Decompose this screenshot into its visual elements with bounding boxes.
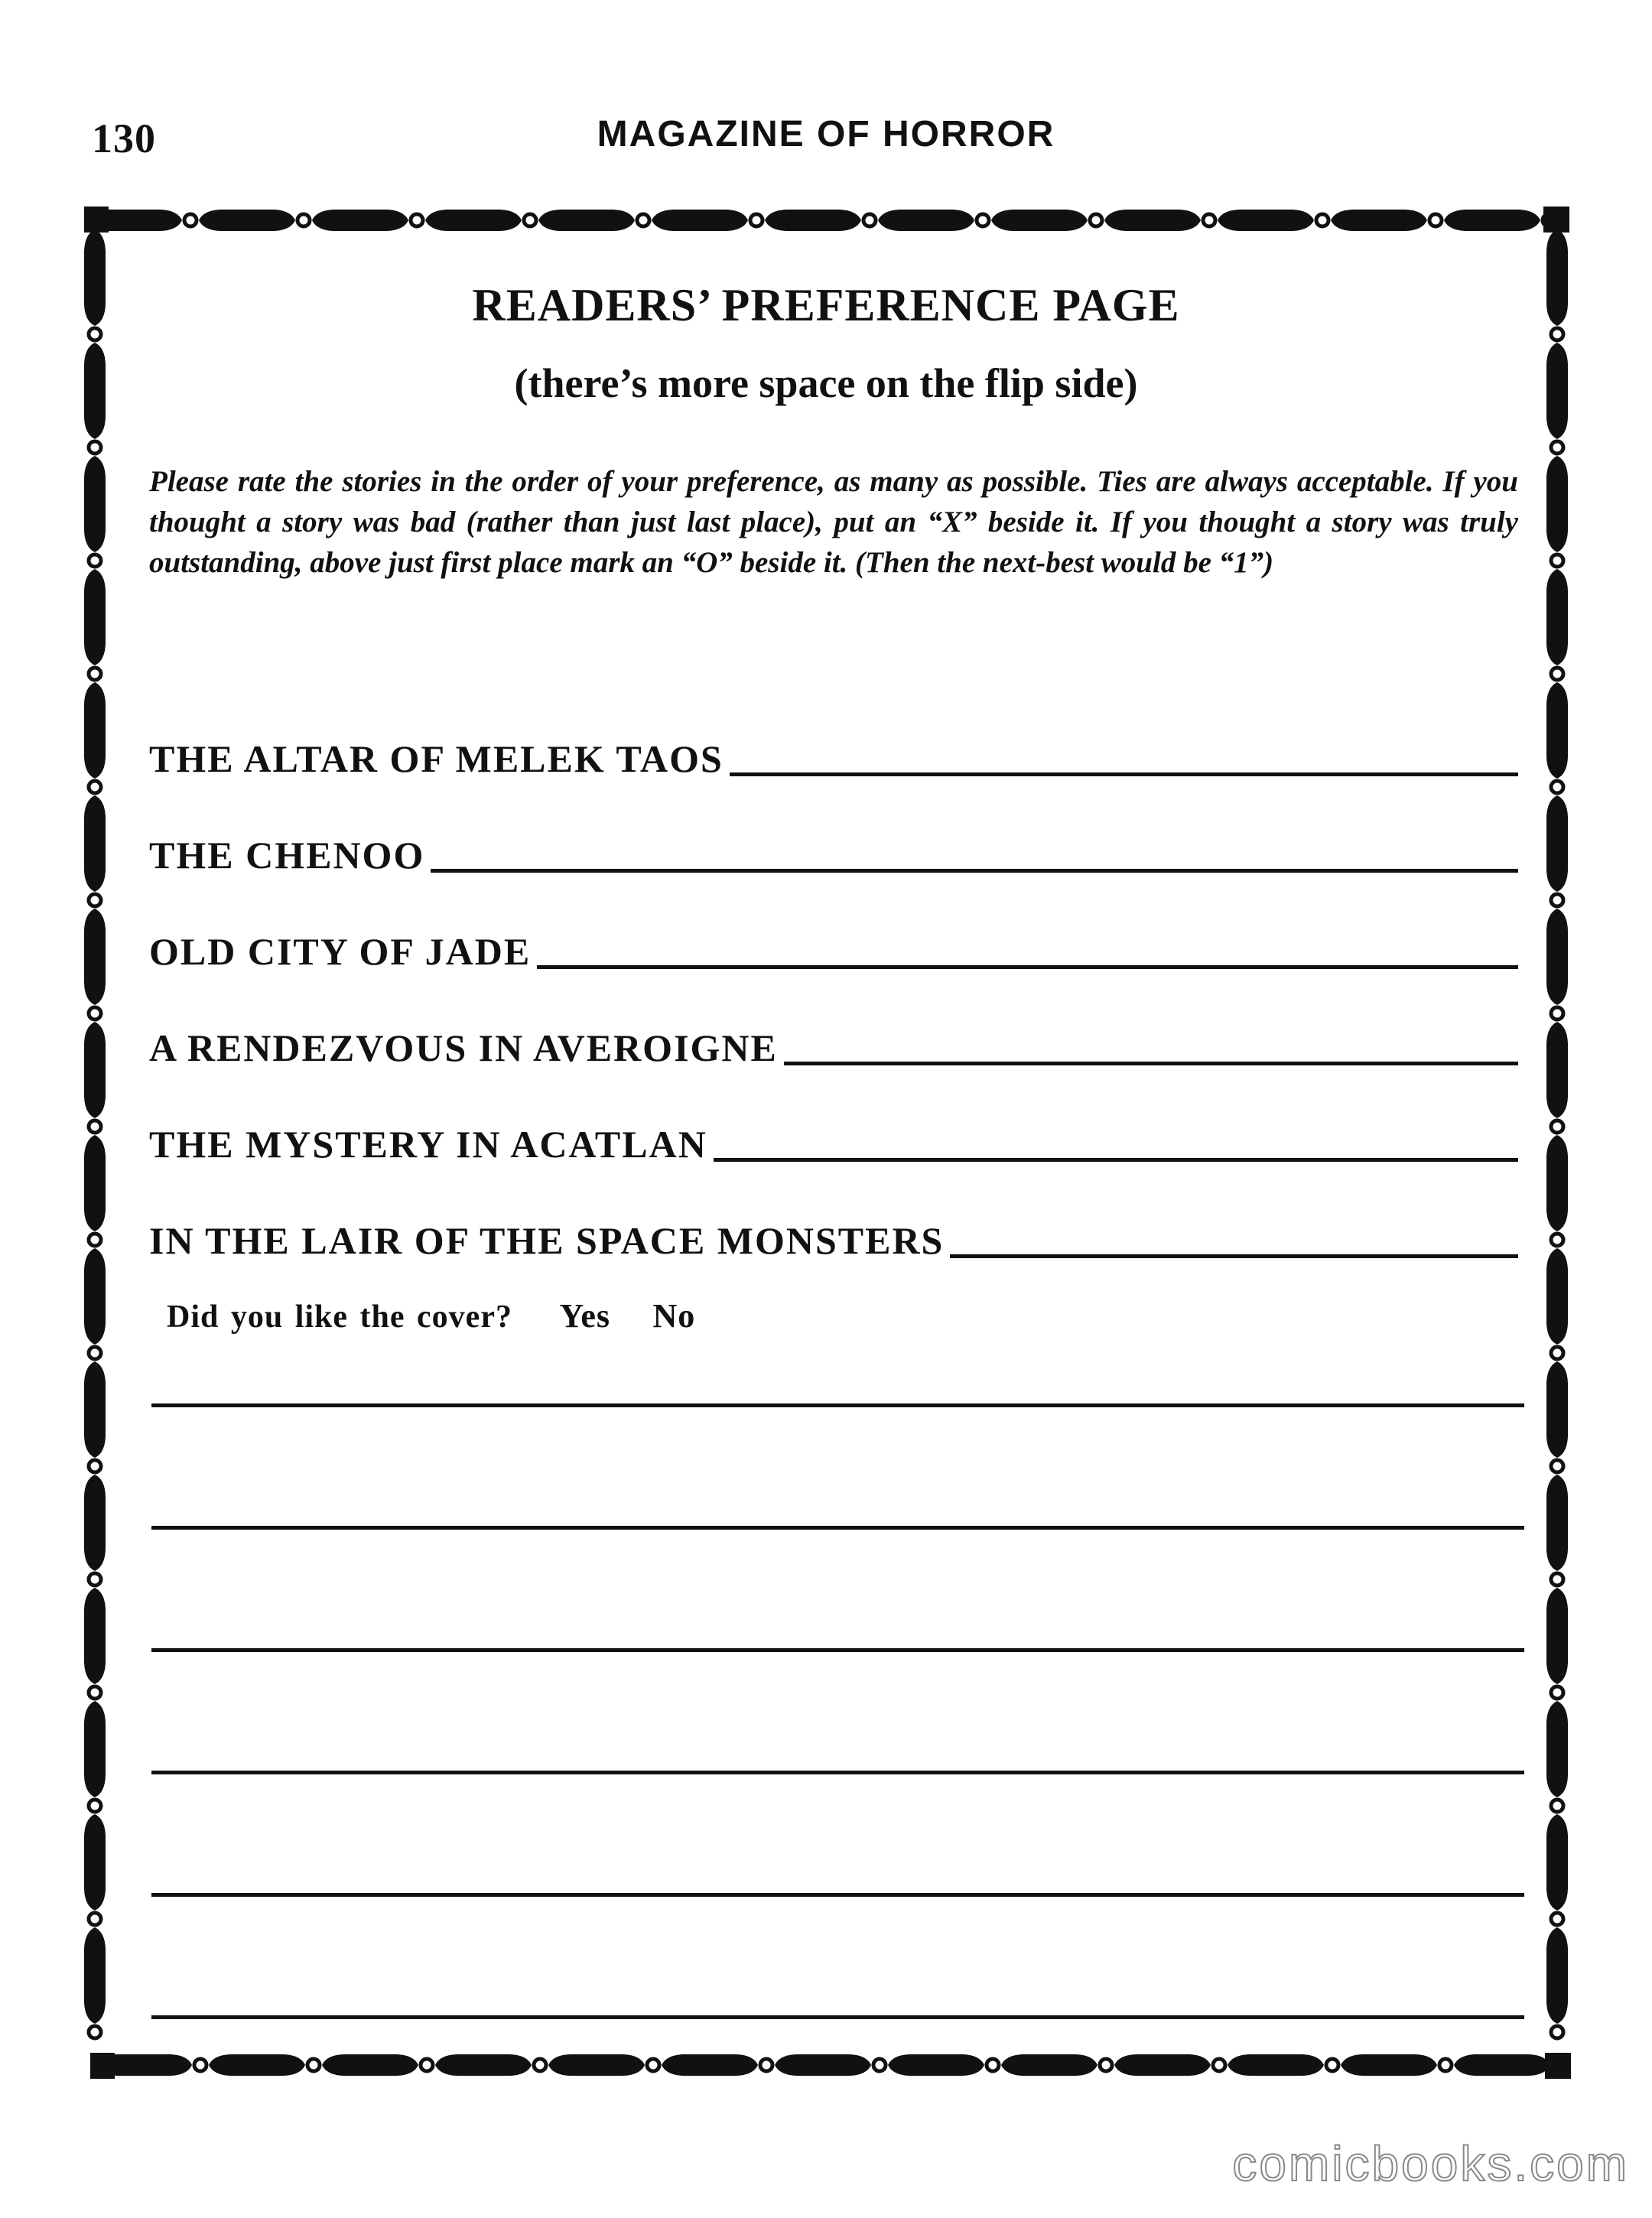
rating-blank[interactable] [950, 1254, 1518, 1258]
story-rating-row [149, 974, 1518, 1070]
story-rating-row [149, 685, 1518, 781]
comment-line[interactable] [151, 1897, 1524, 2019]
rating-blank[interactable] [730, 772, 1518, 776]
cover-question-label: Did you like the cover? [167, 1299, 512, 1335]
form-subtitle: (there’s more space on the flip side) [514, 360, 1138, 406]
story-title: THE CHENOO [149, 834, 425, 876]
form-title: READERS’ PREFERENCE PAGE [472, 280, 1180, 330]
story-title: IN THE LAIR OF THE SPACE MONSTERS [149, 1219, 945, 1262]
comment-line[interactable] [151, 1530, 1524, 1652]
story-title: A RENDEZVOUS IN AVEROIGNE [149, 1026, 778, 1069]
story-rating-list [149, 685, 1518, 1263]
story-title: OLD CITY OF JADE [149, 930, 532, 973]
rating-blank[interactable] [714, 1158, 1518, 1162]
comment-line[interactable] [151, 1774, 1524, 1897]
story-rating-row [149, 877, 1518, 974]
cover-yes-option[interactable]: Yes [559, 1297, 611, 1335]
running-head: MAGAZINE OF HORROR [597, 114, 1055, 154]
comment-lines [151, 1403, 1524, 2019]
watermark: comicbooks.com [1232, 2136, 1629, 2191]
cover-question [167, 1296, 695, 1335]
story-title: THE MYSTERY IN ACATLAN [149, 1123, 707, 1166]
comment-line[interactable] [151, 1652, 1524, 1774]
comment-line[interactable] [151, 1407, 1524, 1530]
story-rating-row [149, 1166, 1518, 1263]
rating-blank[interactable] [431, 869, 1518, 873]
rating-instructions: Please rate the stories in the order of your preference, as many as possible. Ties are always acceptable. If you thought a story was bad (rather than just last place), put an “X” beside it. If you thought a story was truly outstanding, above just first place mark an “O” beside it. (Then the next-best would be “1”) [149, 465, 1518, 579]
rating-blank[interactable] [537, 965, 1518, 969]
cover-no-option[interactable]: No [652, 1297, 696, 1335]
page-number: 130 [92, 115, 156, 161]
rating-blank[interactable] [784, 1062, 1518, 1065]
story-title: THE ALTAR OF MELEK TAOS [149, 737, 724, 780]
story-rating-row [149, 781, 1518, 877]
story-rating-row [149, 1070, 1518, 1166]
